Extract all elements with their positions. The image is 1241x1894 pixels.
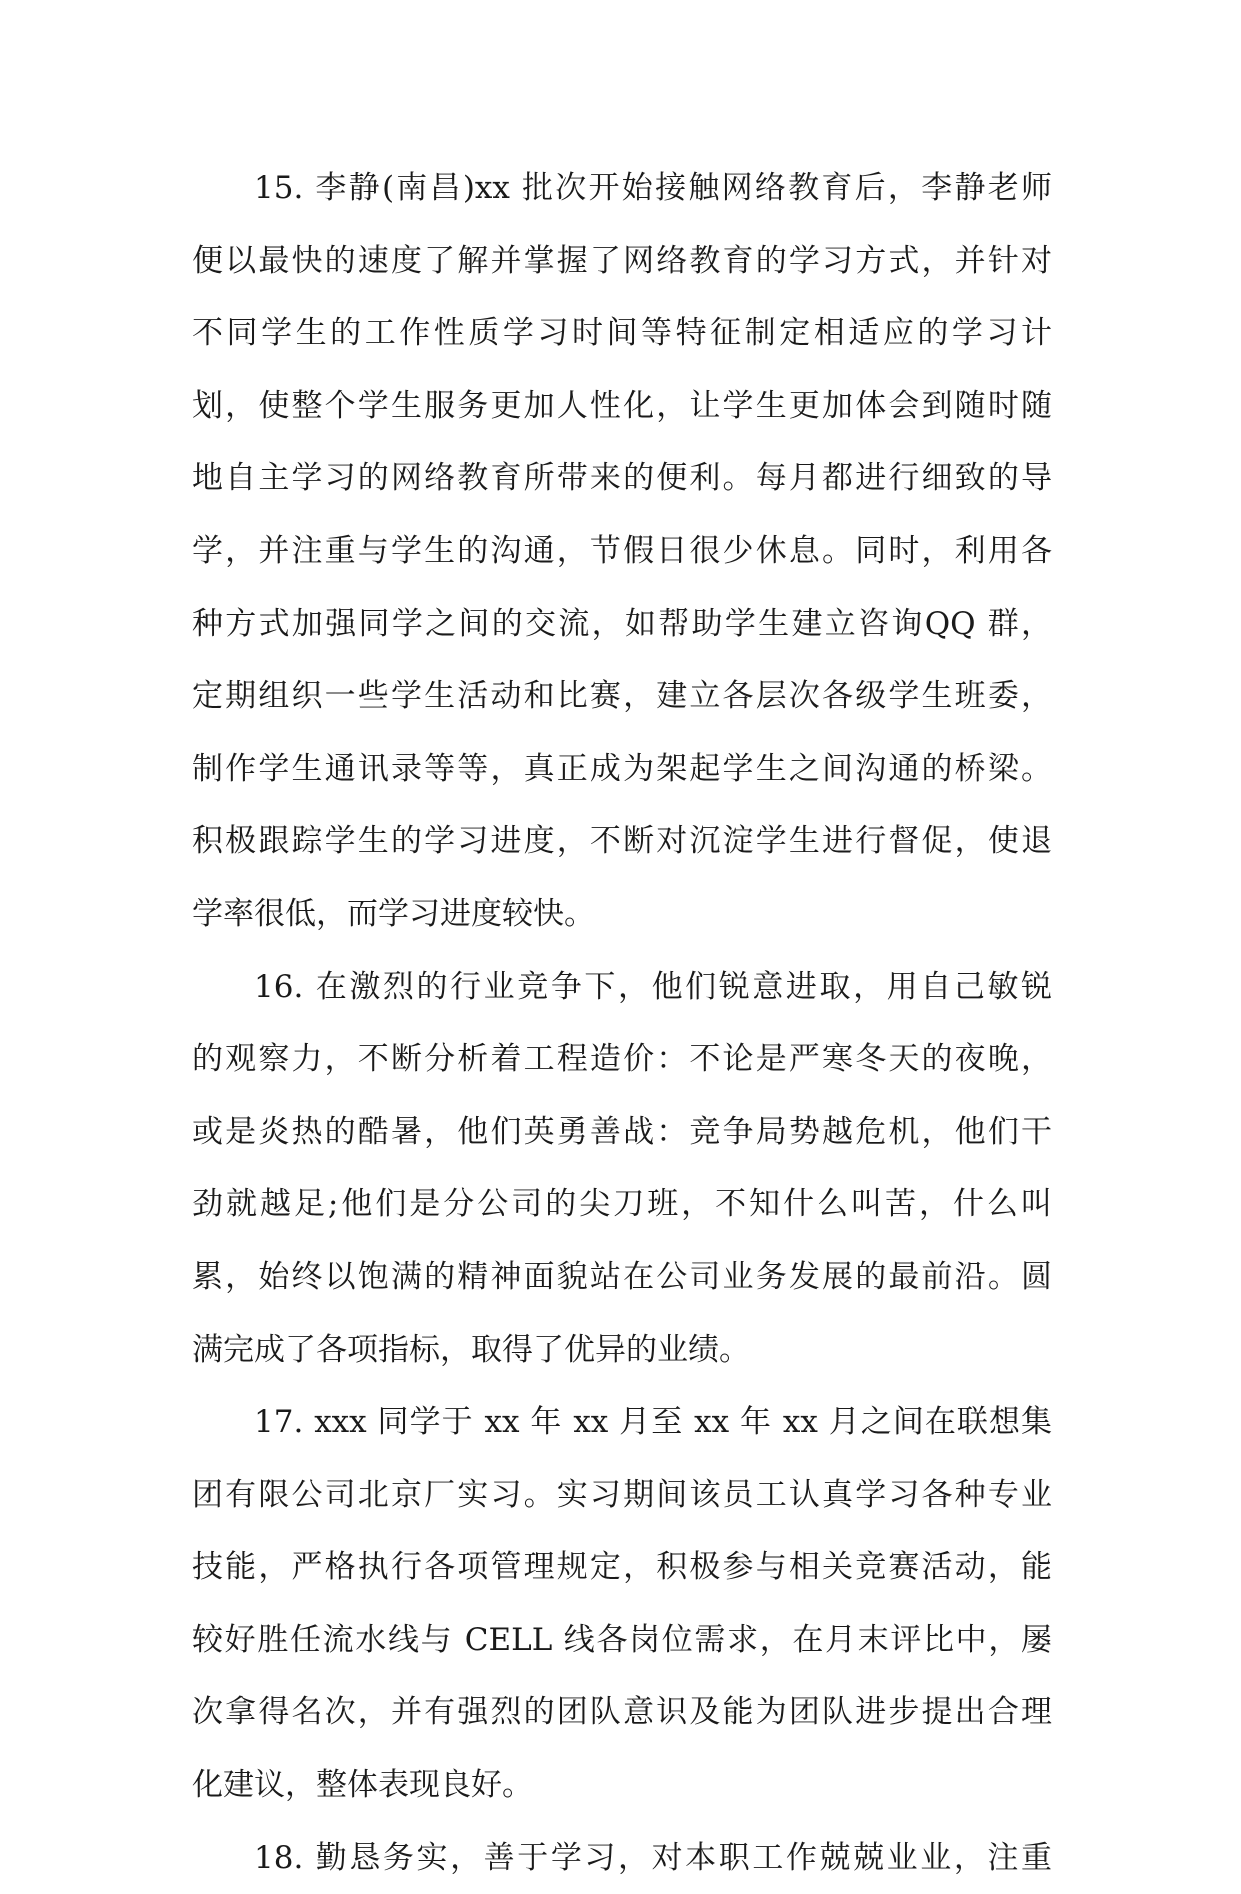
paragraph-line: 或是炎热的酷暑，他们英勇善战：竞争局势越危机，他们干	[192, 1113, 1052, 1150]
paragraph-line: 的观察力，不断分析着工程造价：不论是严寒冬天的夜晚，	[192, 1041, 1052, 1078]
paragraph-17	[192, 1386, 1052, 1822]
paragraph-line: 累，始终以饱满的精神面貌站在公司业务发展的最前沿。圆	[192, 1258, 1052, 1295]
paragraph-line: 18. 勤恳务实，善于学习，对本职工作兢兢业业，注重	[254, 1839, 1052, 1876]
paragraph-line: 17. xxx 同学于 xx 年 xx 月至 xx 年 xx 月之间在联想集	[254, 1404, 1052, 1441]
paragraph-line: 次拿得名次，并有强烈的团队意识及能为团队进步提出合理	[192, 1694, 1052, 1731]
paragraph-line: 种方式加强同学之间的交流，如帮助学生建立咨询QQ 群，	[192, 605, 1052, 642]
paragraph-line: 15. 李静(南昌)xx 批次开始接触网络教育后，李静老师	[254, 170, 1052, 206]
paragraph-line: 学率很低，而学习进度较快。	[192, 895, 595, 932]
paragraph-line: 便以最快的速度了解并掌握了网络教育的学习方式，并针对	[192, 242, 1052, 279]
paragraph-line: 积极跟踪学生的学习进度，不断对沉淀学生进行督促，使退	[192, 823, 1052, 860]
paragraph-line: 团有限公司北京厂实习。实习期间该员工认真学习各种专业	[192, 1476, 1052, 1513]
paragraph-line: 满完成了各项指标，取得了优异的业绩。	[192, 1331, 750, 1368]
paragraph-line: 16. 在激烈的行业竞争下，他们锐意进取，用自己敏锐	[254, 968, 1052, 1005]
paragraph-line: 定期组织一些学生活动和比赛，建立各层次各级学生班委，	[192, 678, 1052, 715]
paragraph-18	[192, 1822, 1052, 1894]
paragraph-15	[192, 152, 1052, 951]
paragraph-line: 不同学生的工作性质学习时间等特征制定相适应的学习计	[192, 315, 1052, 352]
paragraph-line: 技能，严格执行各项管理规定，积极参与相关竞赛活动，能	[192, 1549, 1052, 1586]
paragraph-line: 较好胜任流水线与 CELL 线各岗位需求，在月末评比中，屡	[192, 1621, 1052, 1658]
paragraph-line: 化建议，整体表现良好。	[192, 1767, 533, 1804]
paragraph-line: 劲就越足;他们是分公司的尖刀班，不知什么叫苦，什么叫	[192, 1186, 1052, 1223]
paragraph-line: 地自主学习的网络教育所带来的便利。每月都进行细致的导	[192, 460, 1052, 497]
paragraph-line: 学，并注重与学生的沟通，节假日很少休息。同时，利用各	[192, 532, 1052, 569]
paragraph-16	[192, 951, 1052, 1387]
paragraph-line: 划，使整个学生服务更加人性化，让学生更加体会到随时随	[192, 387, 1052, 424]
document-body	[192, 152, 1052, 1894]
paragraph-line: 制作学生通讯录等等，真正成为架起学生之间沟通的桥梁。	[192, 750, 1052, 787]
